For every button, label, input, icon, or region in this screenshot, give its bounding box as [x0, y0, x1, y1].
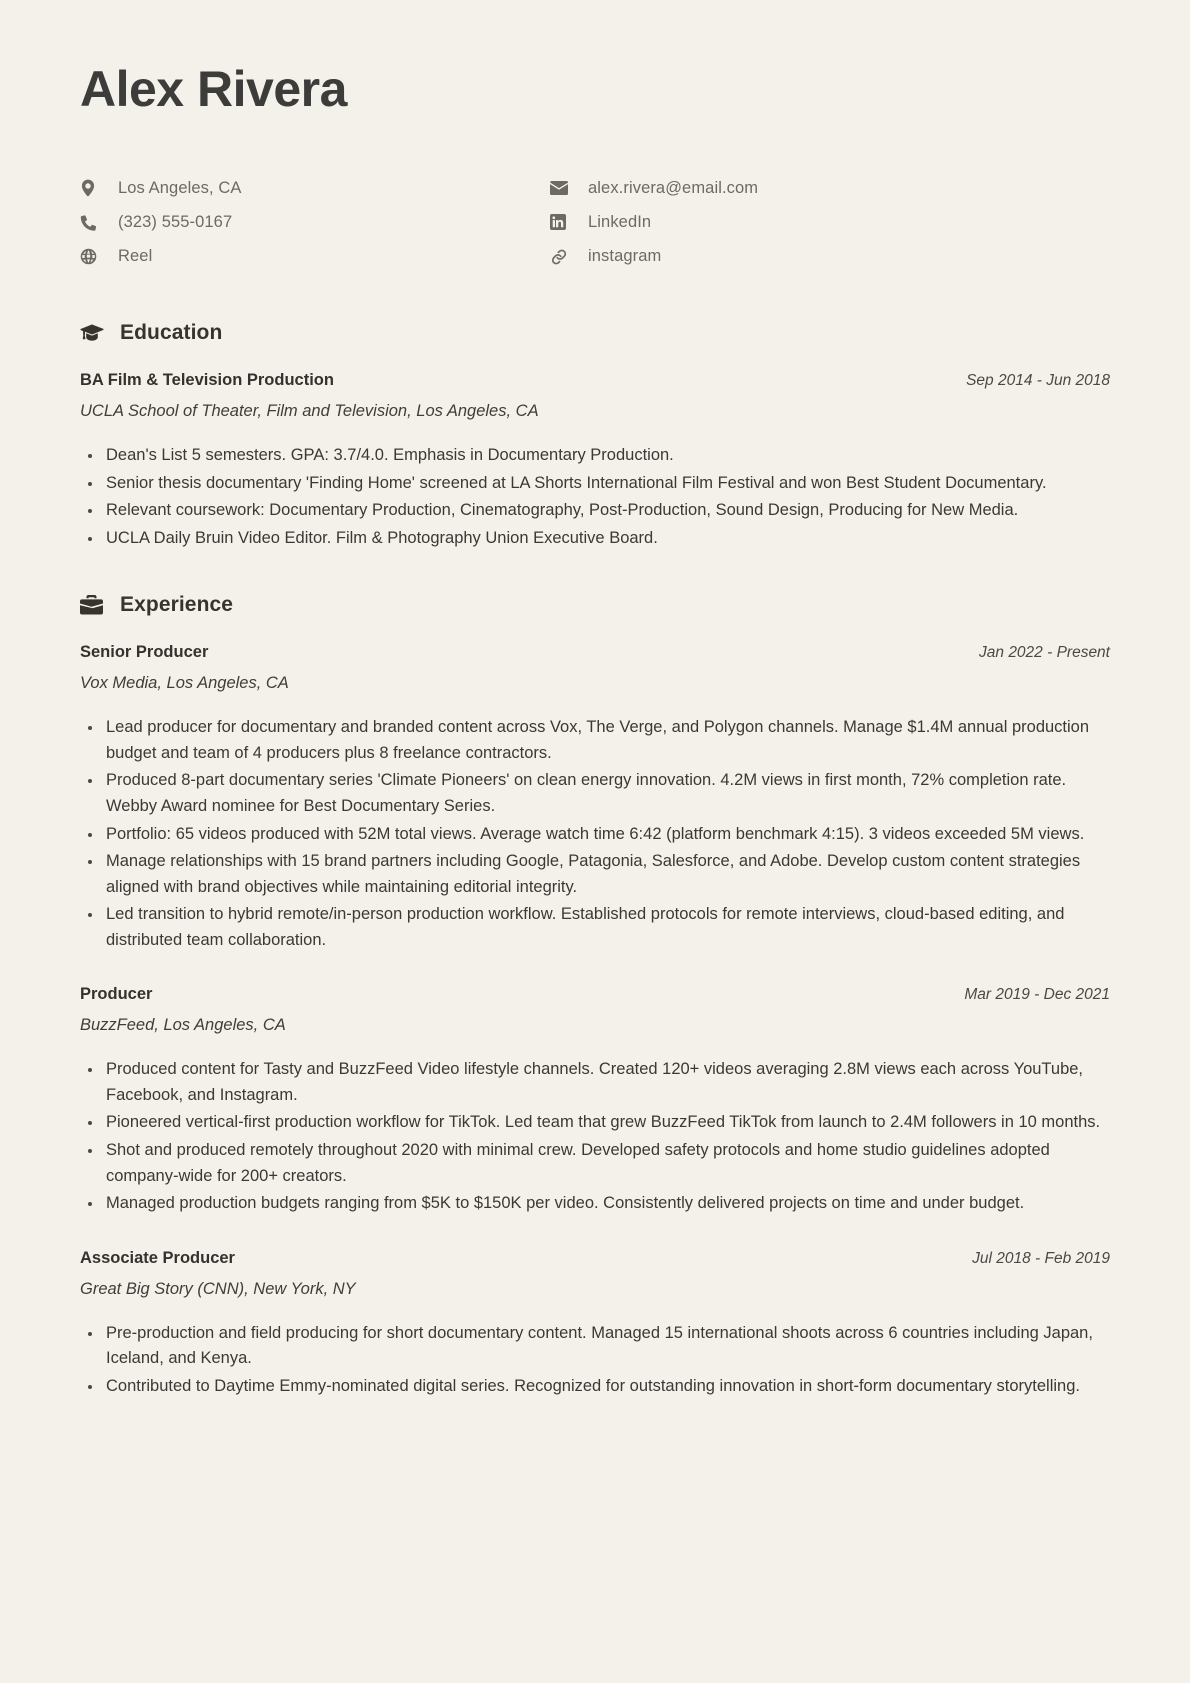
company-name: BuzzFeed, Los Angeles, CA	[80, 1016, 286, 1035]
experience-bullets	[80, 1321, 1110, 1400]
company-name: Vox Media, Los Angeles, CA	[80, 674, 289, 693]
contact-location-text: Los Angeles, CA	[118, 178, 242, 197]
education-bullets	[80, 443, 1110, 551]
school-name: UCLA School of Theater, Film and Television, Los Angeles, CA	[80, 402, 539, 420]
company-name: Great Big Story (CNN), New York, NY	[80, 1279, 356, 1298]
globe-icon	[80, 248, 106, 265]
list-item: Produced content for Tasty and BuzzFeed Video lifestyle channels. Created 120+ videos averaging 2.8M views each across YouTube, Facebook, and Instagram.	[80, 1057, 1110, 1108]
contact-email-text: alex.rivera@email.com	[588, 178, 759, 197]
list-item: Produced 8-part documentary series 'Climate Pioneers' on clean energy innovation. 4.2M views in first month, 72% completion rate. Webby Award nominee for Best Documentary Series.	[80, 768, 1110, 819]
education-entry-header	[80, 371, 1110, 390]
job-date: Mar 2019 - Dec 2021	[964, 986, 1110, 1004]
contact-block	[80, 175, 1110, 269]
section-experience	[80, 593, 1110, 1399]
phone-icon	[80, 214, 106, 231]
list-item: Senior thesis documentary 'Finding Home' screened at LA Shorts International Film Festival and won Best Student Documentary.	[80, 471, 1110, 497]
list-item: Pioneered vertical-first production workflow for TikTok. Led team that grew BuzzFeed TikTok from launch to 2.4M followers in 10 months.	[80, 1110, 1110, 1136]
section-header-experience	[80, 593, 1110, 617]
experience-entry	[80, 643, 1110, 953]
contact-item-phone[interactable]	[80, 209, 550, 235]
list-item: Relevant coursework: Documentary Production, Cinematography, Post-Production, Sound Design, Producing for New Media.	[80, 498, 1110, 524]
section-header-education	[80, 321, 1110, 345]
list-item: Managed production budgets ranging from $5K to $150K per video. Consistently delivered projects on time and under budget.	[80, 1191, 1110, 1217]
list-item: Contributed to Daytime Emmy-nominated digital series. Recognized for outstanding innovation in short-form documentary storytelling.	[80, 1374, 1110, 1400]
list-item: Dean's List 5 semesters. GPA: 3.7/4.0. Emphasis in Documentary Production.	[80, 443, 1110, 469]
education-entry	[80, 371, 1110, 551]
experience-entry	[80, 1249, 1110, 1400]
page-title: Alex Rivera	[80, 61, 347, 117]
contact-reel-text: Reel	[118, 246, 153, 265]
experience-entry-header	[80, 1249, 1110, 1268]
job-title: Associate Producer	[80, 1248, 235, 1267]
experience-bullets	[80, 1057, 1110, 1216]
job-date: Jul 2018 - Feb 2019	[972, 1249, 1110, 1267]
contact-item-linkedin[interactable]	[550, 209, 1020, 235]
job-date: Jan 2022 - Present	[979, 644, 1110, 662]
envelope-icon	[550, 181, 576, 195]
contact-linkedin-text: LinkedIn	[588, 212, 652, 231]
job-title: Producer	[80, 985, 153, 1004]
contact-item-reel[interactable]	[80, 243, 550, 269]
contact-item-email[interactable]	[550, 175, 1020, 201]
section-title-education: Education	[120, 321, 223, 344]
job-title: Senior Producer	[80, 643, 209, 662]
contact-column-right	[550, 175, 1020, 269]
list-item: Shot and produced remotely throughout 2020 with minimal crew. Developed safety protocols and home studio guidelines adopted company-wide for 200+ creators.	[80, 1138, 1110, 1189]
list-item: Portfolio: 65 videos produced with 52M total views. Average watch time 6:42 (platform benchmark 4:15). 3 videos exceeded 5M views.	[80, 822, 1110, 848]
contact-item-location[interactable]	[80, 175, 550, 201]
experience-bullets	[80, 715, 1110, 953]
list-item: Manage relationships with 15 brand partners including Google, Patagonia, Salesforce, and Adobe. Develop custom content strategies aligned with brand objectives while maintaining editorial integrity.	[80, 849, 1110, 900]
contact-phone-text: (323) 555-0167	[118, 212, 233, 231]
link-icon	[550, 248, 576, 265]
list-item: Pre-production and field producing for short documentary content. Managed 15 international shoots across 6 countries including Japan, Iceland, and Kenya.	[80, 1321, 1110, 1372]
contact-item-instagram[interactable]	[550, 243, 1020, 269]
linkedin-icon	[550, 214, 576, 230]
experience-entry	[80, 985, 1110, 1216]
experience-entry-header	[80, 643, 1110, 662]
contact-column-left	[80, 175, 550, 269]
section-education	[80, 321, 1110, 551]
contact-instagram-text: instagram	[588, 246, 662, 265]
list-item: Lead producer for documentary and branded content across Vox, The Verge, and Polygon channels. Manage $1.4M annual production budget and team of 4 producers plus 8 freelance contractors.	[80, 715, 1110, 766]
list-item: Led transition to hybrid remote/in-person production workflow. Established protocols for remote interviews, cloud-based editing, and distributed team collaboration.	[80, 902, 1110, 953]
list-item: UCLA Daily Bruin Video Editor. Film & Photography Union Executive Board.	[80, 526, 1110, 552]
graduation-cap-icon	[80, 324, 110, 343]
degree-date: Sep 2014 - Jun 2018	[966, 372, 1110, 389]
briefcase-icon	[80, 595, 110, 615]
section-title-experience: Experience	[120, 593, 234, 617]
location-pin-icon	[80, 179, 106, 197]
experience-entry-header	[80, 985, 1110, 1004]
degree-title: BA Film & Television Production	[80, 371, 334, 389]
